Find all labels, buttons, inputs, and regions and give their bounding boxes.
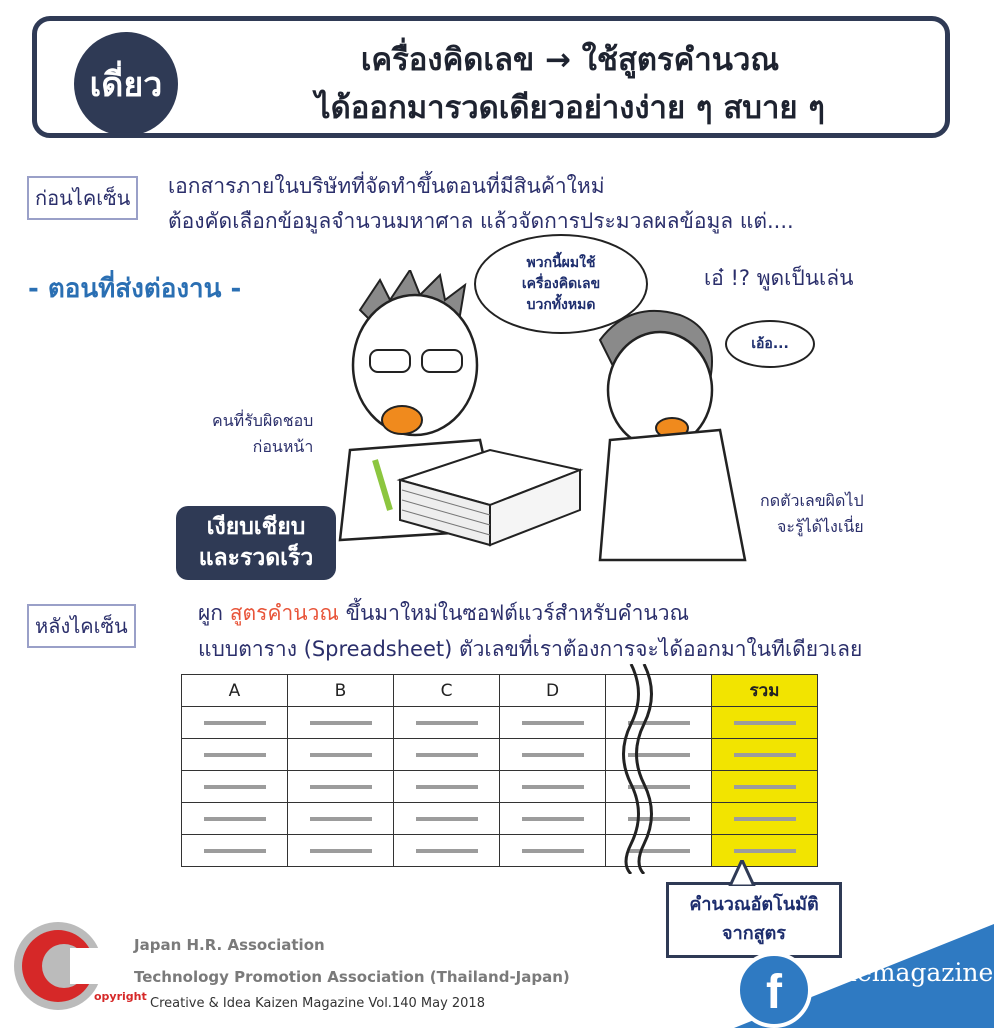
auto-calc-callout: คำนวณอัตโนมัติ จากสูตร [666,882,842,958]
callout-pointer [722,860,762,886]
header-title-line2: ได้ออกมารวดเดียวอย่างง่าย ๆ สบาย ๆ [315,90,825,126]
table-break-icon [616,664,656,874]
sheet-header-a: A [182,675,288,707]
spreadsheet-table [181,674,818,867]
table-row [182,803,818,835]
after-text-line1 [198,597,689,630]
magazine-credit: Creative & Idea Kaizen Magazine Vol.140 May 2018 [150,996,485,1011]
speech-bubble-small: เอ้อ... [725,320,815,368]
table-row [182,739,818,771]
before-text-line2: ต้องคัดเลือกข้อมูลจำนวนมหาศาล แล้วจัดการประมวลผลข้อมูล แต่.... [168,209,794,233]
before-text-line1: เอกสารภายในบริษัทที่จัดทำขึ้นตอนที่มีสินค้าใหม่ [168,174,605,198]
after-line1-suffix: ขึ้นมาใหม่ในซอฟต์แวร์สำหรับคำนวณ [338,601,690,625]
sheet-header-sum: รวม [712,675,818,707]
formula-highlight: สูตรคำนวณ [229,601,339,625]
before-label: ก่อนไคเซ็น [27,176,138,220]
org-name-1: Japan H.R. Association [134,936,325,954]
speech-bubble-main: พวกนี้ผมใช้ เครื่องคิดเลข บวกทั้งหมด [474,234,648,334]
dark-speech-bubble: เงียบเชียบ และรวดเร็ว [176,506,336,580]
sheet-header-c: C [394,675,500,707]
facebook-handle[interactable]: tpaemagazine [816,958,994,987]
svg-text:f: f [766,966,782,1019]
office-workers-illustration [330,270,750,570]
right-person-figure [600,311,745,560]
org-name-2: Technology Promotion Association (Thailand-Japan) [134,968,570,986]
after-label: หลังไคเซ็น [27,604,136,648]
table-row [182,771,818,803]
sheet-header-d: D [500,675,606,707]
note-left: คนที่รับผิดชอบ ก่อนหน้า [212,411,314,456]
table-row [182,707,818,739]
sheet-header-row [182,675,818,707]
remark-right: เอ๋ !? พูดเป็นเล่น [704,266,854,290]
after-line1-prefix: ผูก [198,601,230,625]
copyright-logo-icon [10,918,102,1014]
header-title-line1: เครื่องคิดเลข → ใช้สูตรคำนวณ [360,42,780,78]
note-right: กดตัวเลขผิดไป จะรู้ได้ไงเนี่ย [760,491,864,536]
scene-title: - ตอนที่ส่งต่องาน - [28,274,242,304]
header-badge: เดี่ยว [74,32,178,136]
sheet-header-b: B [288,675,394,707]
after-text-line2: แบบตาราง (Spreadsheet) ตัวเลขที่เราต้องการจะได้ออกมาในทีเดียวเลย [198,637,863,661]
copyright-word: opyright [94,990,147,1003]
